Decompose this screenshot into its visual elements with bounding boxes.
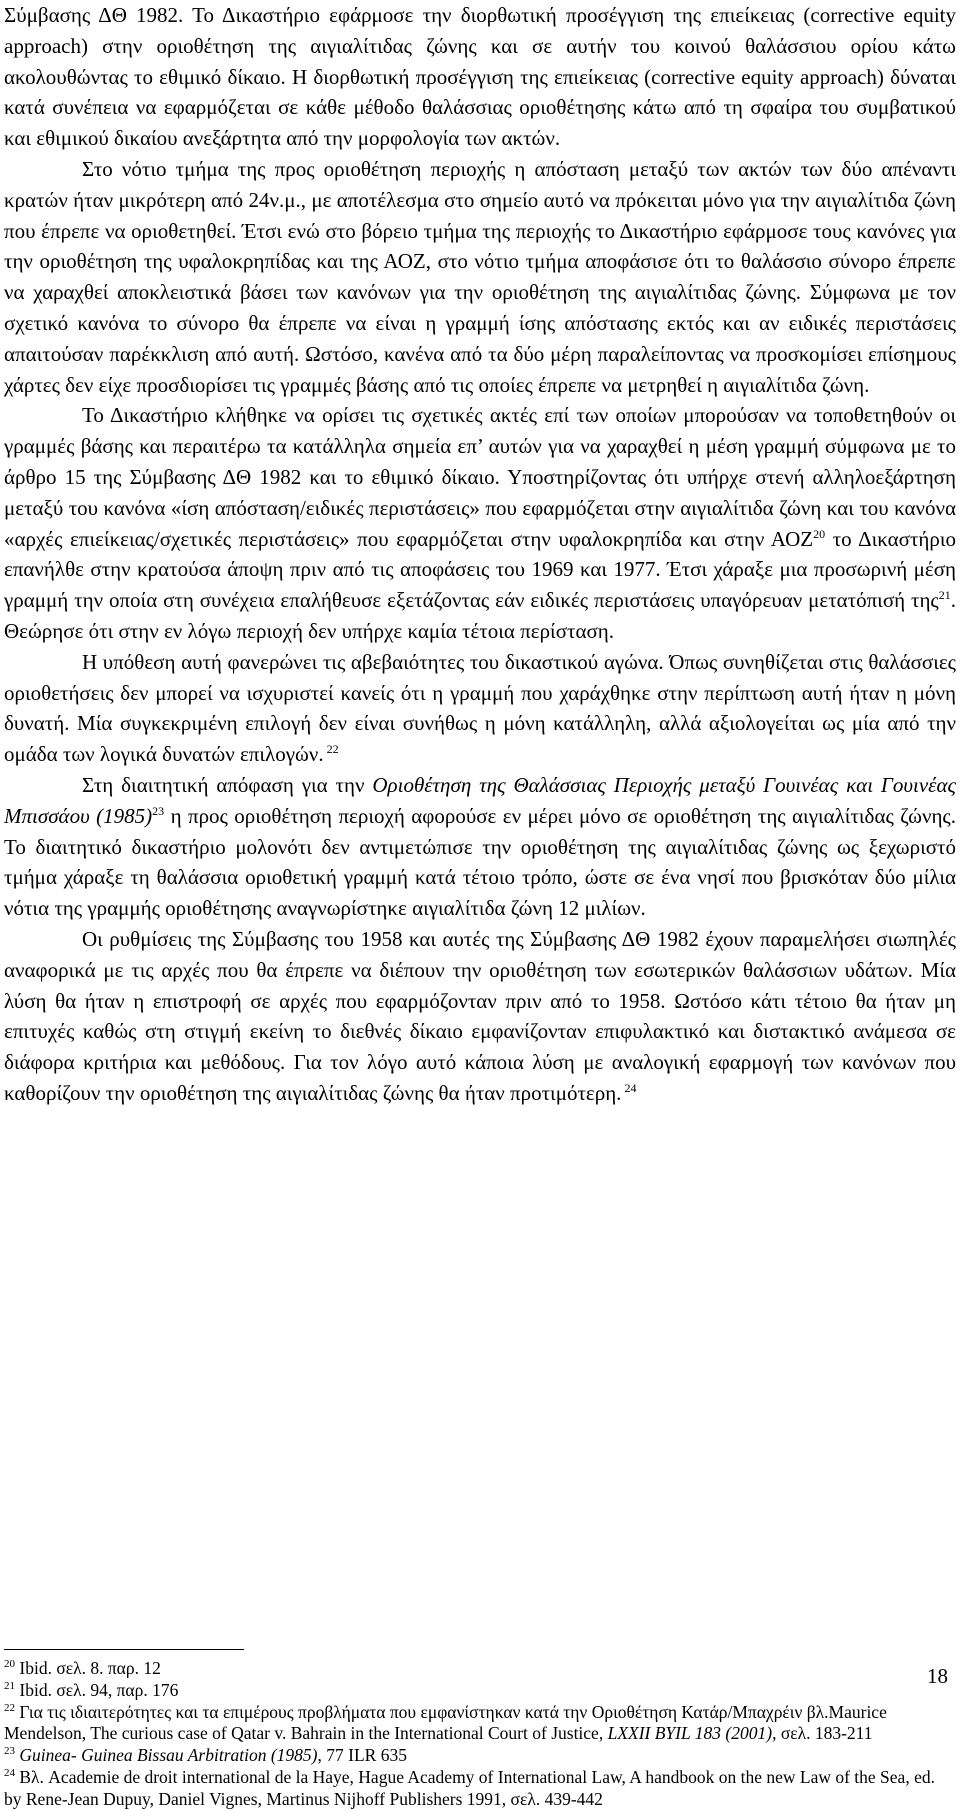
text-run: , σελ. 183-211 <box>772 1723 873 1744</box>
footnote <box>4 1658 956 1680</box>
page-number: 18 <box>927 1664 948 1688</box>
italic-text: Guinea- Guinea Bissau Arbitration (1985) <box>19 1745 318 1766</box>
paragraph <box>4 0 956 154</box>
text-run: , 77 ILR 635 <box>317 1745 407 1766</box>
paragraph <box>4 400 956 646</box>
footnote-separator <box>4 1649 244 1650</box>
text-run: το Δικαστήριο επανήλθε στην κρατούσα άποψη πριν από τις αποφάσεις του 1969 και 1977. Έτσι χάραξε μια προσωρινή μέση γραμμή την οποία στη συνέχεια επαλήθευσε εξετάζοντας εάν ειδικές περιστάσεις υπαγόρευαν μετατόπισή της <box>4 526 956 613</box>
text-run: Οι ρυθμίσεις της Σύμβασης του 1958 και αυτές της Σύμβασης ΔΘ 1982 έχουν παραμελήσει σιωπηλές αναφορικά με τις αρχές που θα έπρεπε να διέπουν την οριοθέτηση των εσωτερικών θαλάσσιων υδάτων. Μία λύση θα ήταν η επιστροφή σε αρχές που εφαρμόζονταν πριν από το 1958. Ωστόσο κάτι τέτοιο θα ήταν μη επιτυχές καθώς στη στιγμή εκείνη το διεθνές δίκαιο εμφανίζονταν επιφυλακτικό και διστακτικό ανάμεσα σε διάφορα κριτήρια και μεθόδους. Για τον λόγο αυτό κάποια λύση με αναλογική εφαρμογή των κανόνων που καθορίζουν την οριοθέτηση της αιγιαλίτιδας ζώνης θα ήταν προτιμότερη. <box>4 926 956 1105</box>
text-run: η προς οριοθέτηση περιοχή αφορούσε εν μέρει μόνο σε οριοθέτηση της αιγιαλίτιδας ζώνης. Το διαιτητικό δικαστήριο μολονότι δεν αντιμετώπισε την οριοθέτηση της αιγιαλίτιδας ζώνης ως ξεχωριστό τμήμα χάραξε τη θαλάσσια οριοθετική γραμμή κατά τέτοιο τρόπο, ώστε σε ένα νησί που βρισκόταν δύο μίλια νότια της γραμμής οριοθέτησης αναγνωρίστηκε αιγιαλίτιδα ζώνη 12 μιλίων. <box>4 803 956 921</box>
footnote-number: 24 <box>4 1767 15 1780</box>
document-page <box>4 0 956 1109</box>
footnote-reference: 20 <box>813 526 826 541</box>
text-run: Το Δικαστήριο κλήθηκε να ορίσει τις σχετικές ακτές επί των οποίων μπορούσαν να τοποθετηθούν οι γραμμές βάσης και περαιτέρω τα κατάλληλα σημεία επ’ αυτών για να χαραχθεί η μέση γραμμή σύμφωνα με το άρθρο 15 της Σύμβασης ΔΘ 1982 και το εθιμικό δίκαιο. Υποστηρίζοντας ότι υπήρχε στενή αλληλοεξάρτηση μεταξύ του κανόνα «ίση απόσταση/ειδικές περιστάσεις» που εφαρμόζεται στην αιγιαλίτιδα ζώνη και του κανόνα «αρχές επιείκειας/σχετικές περιστάσεις» που εφαρμόζεται στην υφαλοκρηπίδα και στην ΑΟΖ <box>4 403 956 551</box>
footnote-reference: 22 <box>323 742 339 757</box>
text-run: Για τις ιδιαιτερότητες και τα επιμέρους προβλήματα που εμφανίστηκαν κατά την Οριοθέτηση Κατάρ/Μπαχρέιν βλ.Maurice Mendelson, The curious case of Qatar v. Bahrain in the International Court of Justice, <box>4 1701 887 1744</box>
text-run: Ibid. σελ. 94, παρ. 176 <box>15 1679 179 1700</box>
text-run: . Θεώρησε ότι στην εν λόγω περιοχή δεν υπήρχε καμία τέτοια περίσταση. <box>4 588 956 643</box>
footnote-reference: 23 <box>152 803 165 818</box>
text-run: Ibid. σελ. 8. παρ. 12 <box>15 1658 161 1678</box>
paragraph <box>4 154 956 400</box>
footnotes <box>4 1658 956 1811</box>
paragraph <box>4 770 956 924</box>
footnote-reference: 24 <box>621 1080 637 1095</box>
footnote-number: 21 <box>4 1679 15 1692</box>
footnote-number: 22 <box>4 1701 15 1714</box>
footnote-number: 23 <box>4 1745 15 1758</box>
footnote <box>4 1680 956 1702</box>
text-run: Η υπόθεση αυτή φανερώνει τις αβεβαιότητες του δικαστικού αγώνα. Όπως συνηθίζεται στις θαλάσσιες οριοθετήσεις δεν μπορεί να ισχυριστεί κανείς ότι η γραμμή που χαράχθηκε στην περίπτωση αυτή ήταν η μόνη δυνατή. Μία συγκεκριμένη επιλογή δεν είναι συνήθως η μόνη κατάλληλη, αλλά αξιολογείται ως μία από την ομάδα των λογικά δυνατών επιλογών. <box>4 649 956 767</box>
italic-text: LXXII BYIL 183 (2001) <box>607 1723 773 1744</box>
body-text <box>4 0 956 1109</box>
footnote <box>4 1745 956 1767</box>
paragraph <box>4 647 956 770</box>
text-run: Σύμβασης ΔΘ 1982. Το Δικαστήριο εφάρμοσε την διορθωτική προσέγγιση της επιείκειας (corrective equity approach) στην οριοθέτηση της αιγιαλίτιδας ζώνης και σε αυτήν του κοινού θαλάσσιου ορίου κάτω ακολουθώντας το εθιμικό δίκαιο. Η διορθωτική προσέγγιση της επιείκειας (corrective equity approach) δύναται κατά συνέπεια να εφαρμόζεται σε κάθε μέθοδο θαλάσσιας οριοθέτησης κάτω από τη σφαίρα του συμβατικού και εθιμικού δικαίου ανεξάρτητα από την μορφολογία των ακτών. <box>4 3 956 151</box>
footnote-reference: 21 <box>938 588 951 603</box>
text-run: Βλ. Academie de droit international de la Haye, Hague Academy of International Law, A handbook on the new Law of the Sea, ed. by Rene-Jean Dupuy, Daniel Vignes, Martinus Nijhoff Publishers 1991, σελ. 439-442 <box>4 1766 935 1809</box>
footnote-number: 20 <box>4 1658 15 1671</box>
footnote <box>4 1767 956 1811</box>
text-run: Στη διαιτητική απόφαση για την <box>82 772 373 797</box>
footnote <box>4 1702 956 1746</box>
italic-text: Οριοθέτηση της Θαλάσσιας Περιοχής μεταξύ Γουινέας και Γουινέας Μπισσάου (1985) <box>4 772 956 828</box>
paragraph <box>4 924 956 1109</box>
text-run: Στο νότιο τμήμα της προς οριοθέτηση περιοχής η απόσταση μεταξύ των ακτών των δύο απέναντι κρατών ήταν μικρότερη από 24ν.μ., με αποτέλεσμα στο σημείο αυτό να πρόκειται μόνο για την αιγιαλίτιδα ζώνη που έπρεπε να οριοθετηθεί. Έτσι ενώ στο βόρειο τμήμα της περιοχής το Δικαστήριο εφάρμοσε τους κανόνες για την οριοθέτηση της υφαλοκρηπίδας και της ΑΟΖ, στο νότιο τμήμα αποφάσισε ότι το θαλάσσιο σύνορο έπρεπε να χαραχθεί αποκλειστικά βάσει των κανόνων για την οριοθέτηση της αιγιαλίτιδας ζώνης. Σύμφωνα με τον σχετικό κανόνα το σύνορο θα έπρεπε να είναι η γραμμή ίσης απόστασης εκτός και αν ειδικές περιστάσεις απαιτούσαν παρέκκλιση από αυτή. Ωστόσο, κανένα από τα δύο μέρη παραλείποντας να προσκομίσει επίσημους χάρτες δεν είχε προσδιορίσει τις γραμμές βάσης από τις οποίες έπρεπε να μετρηθεί η αιγιαλίτιδα ζώνη. <box>4 156 956 397</box>
